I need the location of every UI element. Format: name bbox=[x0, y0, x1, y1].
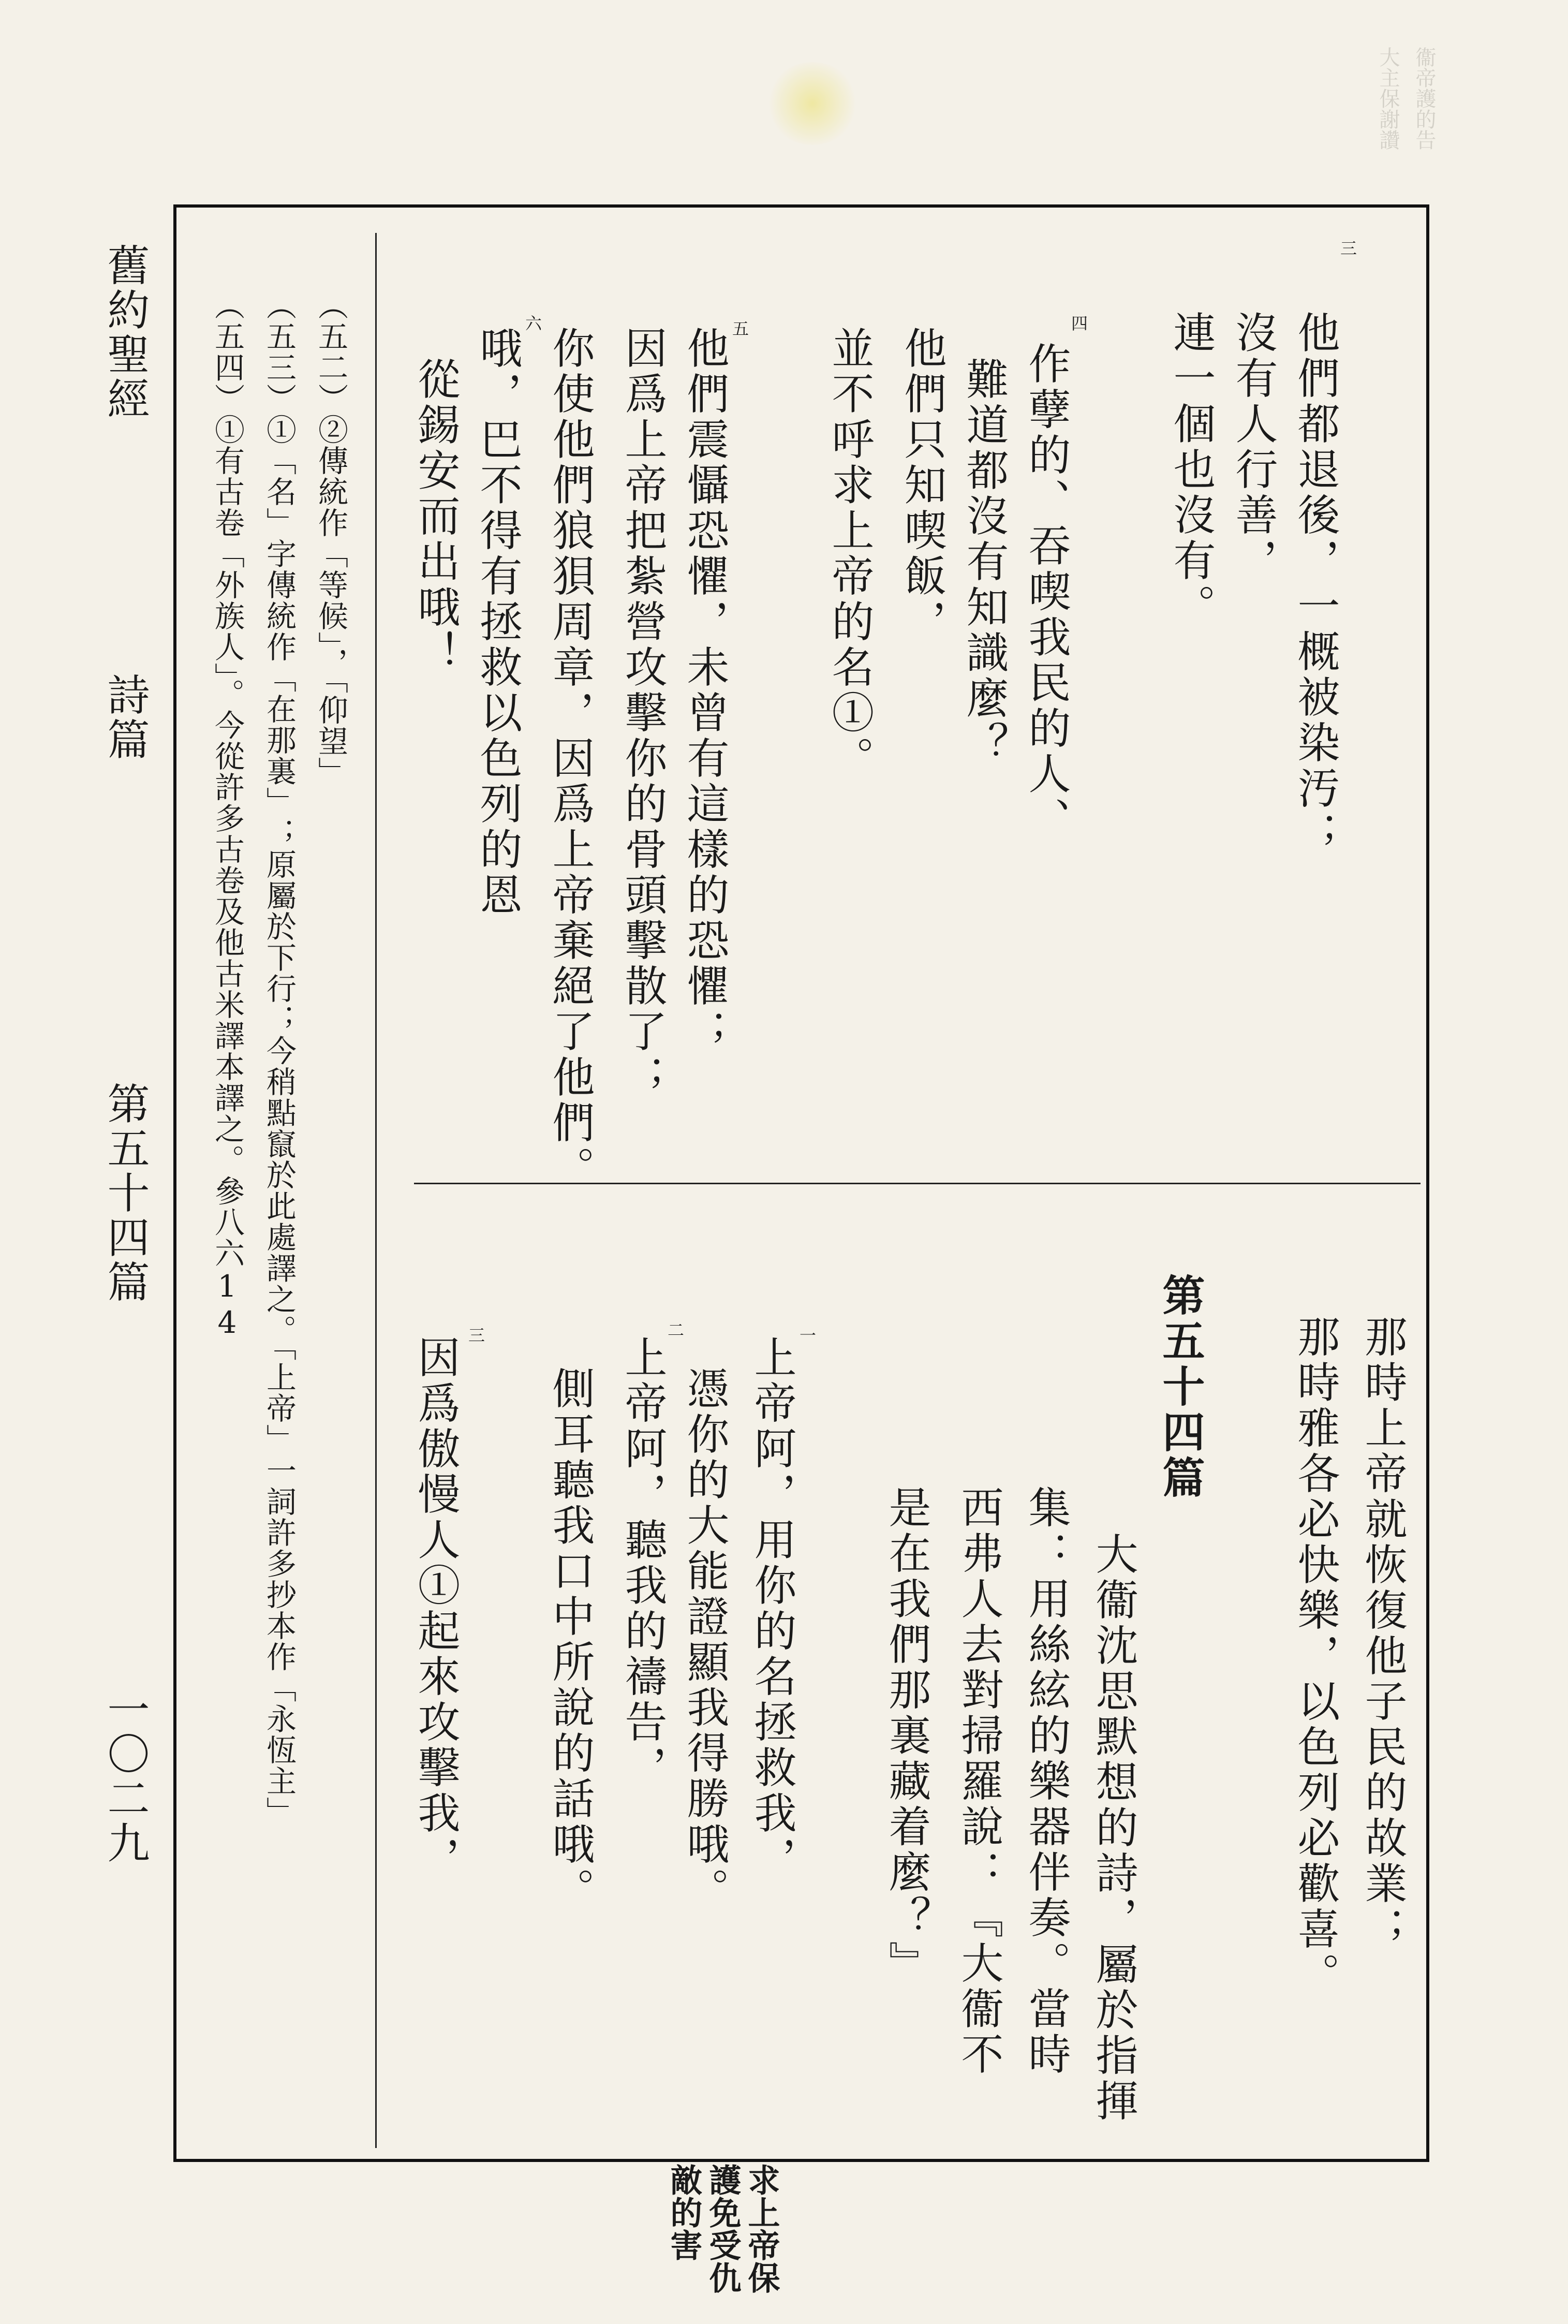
margin-note: 求上帝保 bbox=[743, 2164, 780, 2294]
verse-number: 三 bbox=[1340, 239, 1357, 258]
verse-line: 上帝阿，聽我的禱告， bbox=[618, 1335, 667, 1791]
superscription-line: 是在我們那裏藏着麼？』 bbox=[882, 1485, 931, 1987]
verse-number: 五 bbox=[732, 319, 749, 339]
margin-note: 敵的害 bbox=[665, 2164, 703, 2261]
footnote-52: （五二）②傳統作「等候」，「仰望」 bbox=[313, 290, 348, 788]
superscription-line: 西弗人去對掃羅說：『大衞不 bbox=[954, 1485, 1003, 2078]
verse-line: 上帝阿，用你的名拯救我， bbox=[747, 1335, 796, 1882]
verse-line: 並不呼求上帝的名①。 bbox=[825, 326, 874, 782]
verse-line: 哦，巴不得有拯救以色列的恩 bbox=[473, 326, 522, 918]
verse-number: 四 bbox=[1071, 314, 1088, 333]
footnote-54: （五四）①有古卷「外族人」。今從許多古卷及他古米譯本譯之。參八六14 bbox=[210, 290, 245, 1341]
verse-line: 因爲上帝把紮營攻擊你的骨頭擊散了； bbox=[618, 326, 667, 1100]
verse-number: 六 bbox=[525, 314, 542, 333]
verse-line: 那時雅各必快樂，以色列必歡喜。 bbox=[1291, 1315, 1340, 1998]
verse-line: 連一個也沒有。 bbox=[1166, 311, 1216, 629]
section-title: 詩篇 bbox=[100, 673, 150, 762]
verse-line: 沒有人行善， bbox=[1229, 311, 1278, 584]
verse-line: 那時上帝就恢復他子民的故業； bbox=[1358, 1315, 1407, 1952]
footnote-53: （五三）①「名」字傳統作「在那裏」；原屬於下行；今稍點竄於此處譯之。「上帝」一詞許多抄本作「永恆主」 bbox=[261, 290, 297, 1828]
verse-line: 你使他們狼狽周章，因爲上帝棄絕了他們。 bbox=[545, 326, 595, 1192]
verse-number: 二 bbox=[668, 1320, 685, 1340]
margin-note: 護免受仇 bbox=[704, 2164, 742, 2294]
page-number: 一〇二九 bbox=[100, 1687, 150, 1865]
verse-line: 側耳聽我口中所說的話哦。 bbox=[545, 1366, 595, 1913]
superscription-line: 集：用絲絃的樂器伴奏。當時 bbox=[1022, 1485, 1071, 2078]
verse-line: 憑你的大能證顯我得勝哦。 bbox=[680, 1366, 729, 1913]
verse-number: 三 bbox=[468, 1326, 485, 1345]
verse-line: 因爲傲慢人①起來攻擊我， bbox=[411, 1335, 460, 1882]
book-title: 舊約聖經 bbox=[100, 243, 150, 421]
verse-line: 作孽的、吞喫我民的人、 bbox=[1022, 342, 1071, 843]
psalm-heading: 第五十四篇 bbox=[1156, 1273, 1205, 1501]
verse-number: 一 bbox=[800, 1326, 817, 1345]
chapter-heading: 第五十四篇 bbox=[100, 1082, 150, 1304]
bleed-through-text: 衞帝護的告 bbox=[1412, 47, 1436, 150]
bleed-through-text: 大主保謝讚 bbox=[1376, 47, 1400, 150]
verse-line: 他們只知喫飯， bbox=[897, 326, 946, 645]
verse-line: 從錫安而出哦！ bbox=[411, 357, 460, 676]
verse-line: 難道都沒有知識麼？ bbox=[959, 357, 1009, 767]
footnote-rule bbox=[375, 233, 377, 2148]
verse-line: 他們都退後，一概被染汚； bbox=[1291, 311, 1340, 857]
paper-stain bbox=[766, 62, 859, 145]
verse-line: 他們震懾恐懼，未曾有這樣的恐懼； bbox=[680, 326, 729, 1055]
superscription-line: 大衞沈思默想的詩，屬於指揮 bbox=[1089, 1532, 1138, 2124]
